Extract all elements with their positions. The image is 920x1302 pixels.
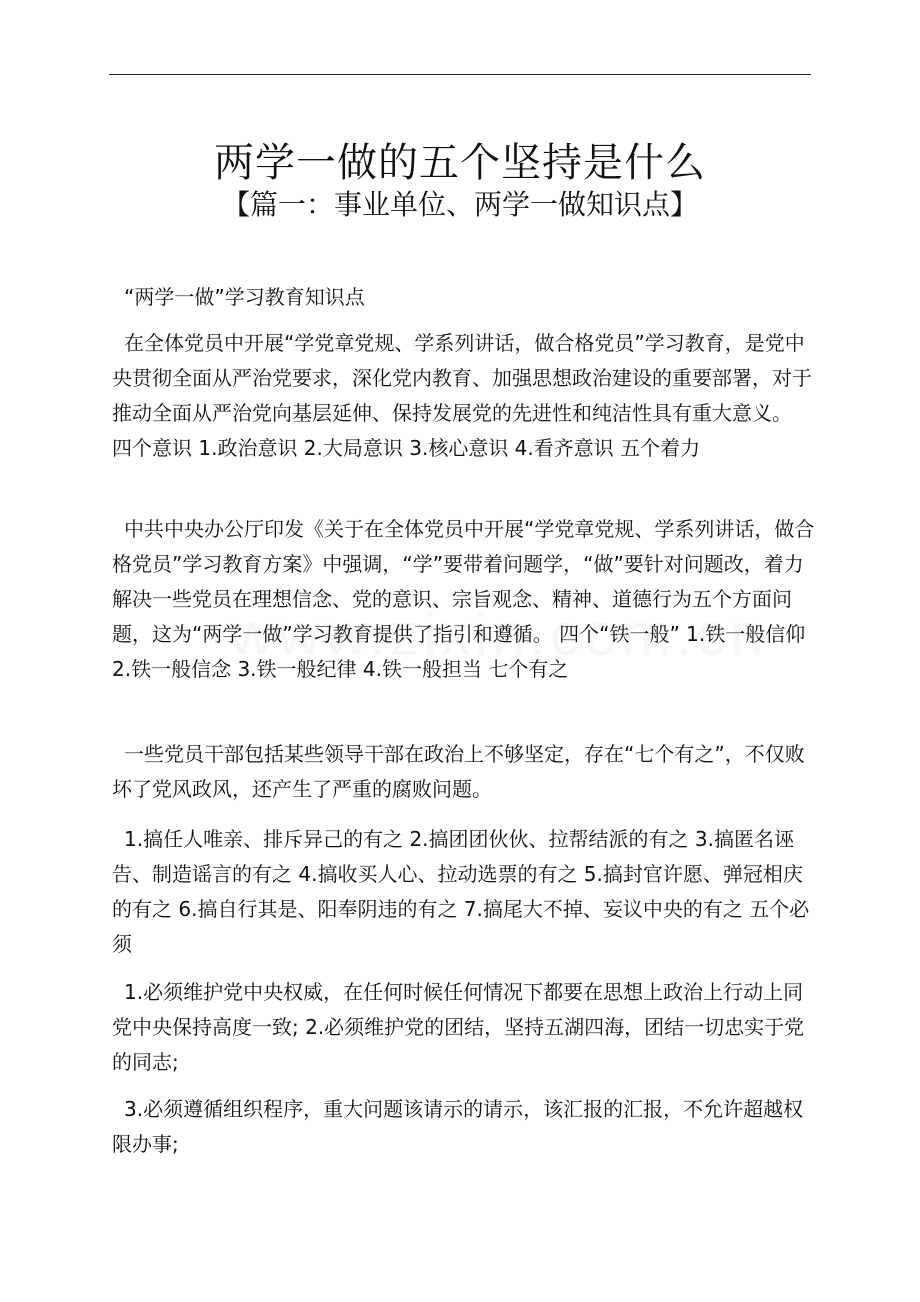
paragraph-block <box>112 1092 818 1162</box>
paragraph-block <box>112 737 818 807</box>
paragraph-block <box>112 975 818 1080</box>
paragraph: 1.搞任人唯亲、排斥异己的有之 2.搞团团伙伙、拉帮结派的有之 3.搞匿名诬告、制造谣言的有之 4.搞收买人心、拉动选票的有之 5.搞封官许愿、弹冠相庆的有之 6.搞自行其是、阳奉阴违的有之 7.搞尾大不掉、妄议中央的有之 五个必须 <box>112 827 810 956</box>
paragraph: “两学一做”学习教育知识点 <box>124 285 365 309</box>
paragraph-block <box>112 822 818 962</box>
paragraph: 在全体党员中开展“学党章党规、学系列讲话，做合格党员”学习教育，是党中央贯彻全面从严治党要求，深化党内教育、加强思想政治建设的重要部署，对于推动全面从严治党向基层延伸、保持发展党的先进性和纯洁性具有重大意义。 四个意识 1.政治意识 2.大局意识 3.核心意识 4.看齐意识 五个着力 <box>112 331 812 460</box>
paragraph: 1.必须维护党中央权威，在任何时候任何情况下都要在思想上政治上行动上同党中央保持高度一致; 2.必须维护党的团结，坚持五湖四海，团结一切忠实于党的同志; <box>112 980 805 1074</box>
paragraph: 一些党员干部包括某些领导干部在政治上不够坚定，存在“七个有之”，不仅败坏了党风政风，还产生了严重的腐败问题。 <box>112 742 805 801</box>
paragraph-block <box>112 326 818 466</box>
paragraph: 中共中央办公厅印发《关于在全体党员中开展“学党章党规、学系列讲话，做合格党员”学习教育方案》中强调，“学”要带着问题学，“做”要针对问题改，着力解决一些党员在理想信念、党的意识、宗旨观念、精神、道德行为五个方面问题，这为“两学一做”学习教育提供了指引和遵循。 四个“铁一般” 1.铁一般信仰 2.铁一般信念 3.铁一般纪律 4.铁一般担当 七个有之 <box>112 517 815 681</box>
document-subtitle: 【篇一：事业单位、两学一做知识点】 <box>221 188 698 221</box>
paragraph-heading <box>112 280 818 315</box>
document-title: 两学一做的五个坚持是什么 <box>214 139 706 186</box>
header-rule <box>109 74 811 75</box>
paragraph: 3.必须遵循组织程序，重大问题该请示的请示，该汇报的汇报，不允许超越权限办事; <box>112 1097 804 1156</box>
paragraph-block <box>112 512 818 687</box>
